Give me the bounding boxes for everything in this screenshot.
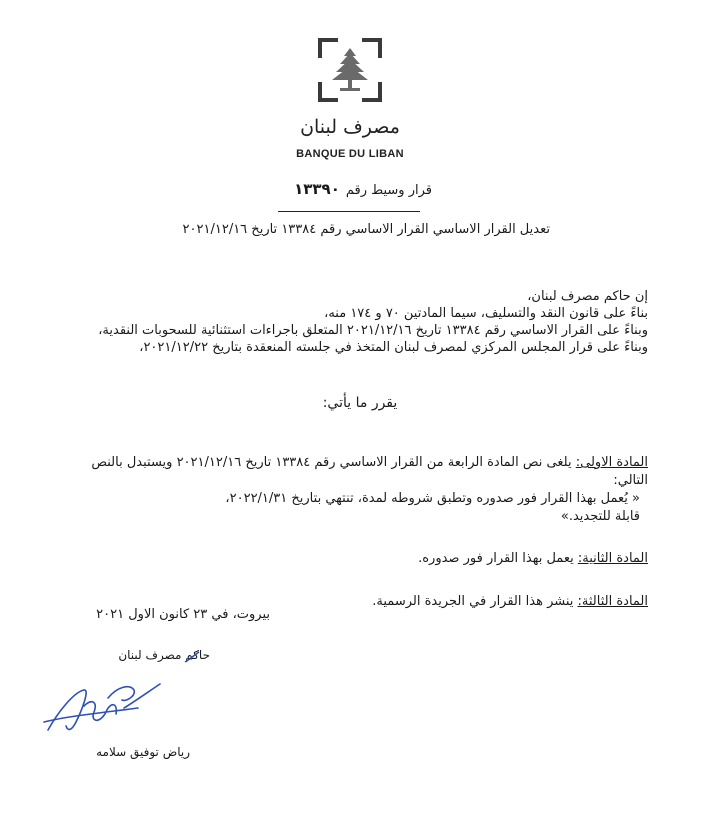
preamble-line: وبناءً على القرار الاساسي رقم ١٣٣٨٤ تاريخ ٢٠٢١/١٢/١٦ المتعلق باجراءات استثنائية للسحوبات النقدية،	[98, 323, 648, 338]
decision-number	[294, 180, 432, 198]
article-first-quote-line2: قابلة للتجديد.»	[560, 509, 640, 524]
decision-label: قرار وسيط رقم	[345, 183, 432, 198]
pen-mark-icon	[184, 650, 200, 664]
decision-subject: تعديل القرار الاساسي القرار الاساسي رقم ١٣٣٨٤ تاريخ ٢٠٢١/١٢/١٦	[182, 222, 550, 237]
place-date: بيروت، في ٢٣ كانون الاول ٢٠٢١	[96, 607, 270, 622]
article-first-label: المادة الاولى:	[575, 455, 648, 470]
handwritten-signature-icon	[38, 672, 168, 738]
divider-line	[278, 211, 420, 212]
bank-name-french: BANQUE DU LIBAN	[296, 148, 404, 160]
cedar-tree-icon	[318, 38, 382, 102]
article-first-quote-line1: « يُعمل بهذا القرار فور صدوره وتطبق شروطه لمدة، تنتهي بتاريخ ٢٠٢٢/١/٣١،	[225, 491, 640, 506]
article-second-text: يعمل بهذا القرار فور صدوره.	[418, 551, 574, 566]
article-third-label: المادة الثالثة:	[577, 594, 648, 609]
article-second	[68, 550, 648, 568]
governor-title: حاكم مصرف لبنان	[118, 648, 210, 662]
article-first	[68, 454, 648, 526]
decides-heading: يقرر ما يأتي:	[322, 395, 398, 411]
signer-name: رياض توفيق سلامه	[96, 745, 190, 759]
preamble-line: وبناءً على قرار المجلس المركزي لمصرف لبنان المتخذ في جلسته المنعقدة بتاريخ ٢٠٢١/١٢/٢٢،	[139, 340, 648, 355]
article-third-text: ينشر هذا القرار في الجريدة الرسمية.	[372, 594, 574, 609]
bank-name-arabic: مصرف لبنان	[300, 116, 400, 138]
decision-number-value: ١٣٣٩٠	[294, 180, 340, 198]
preamble-line: إن حاكم مصرف لبنان،	[527, 289, 648, 304]
preamble-line: بناءً على قانون النقد والتسليف، سيما المادتين ٧٠ و ١٧٤ منه،	[324, 306, 648, 321]
article-second-label: المادة الثانية:	[577, 551, 648, 566]
article-first-text: يلغى نص المادة الرابعة من القرار الاساسي رقم ١٣٣٨٤ تاريخ ٢٠٢١/١٢/١٦ ويستبدل بالنص التالي:	[91, 455, 648, 488]
preamble	[98, 288, 648, 356]
